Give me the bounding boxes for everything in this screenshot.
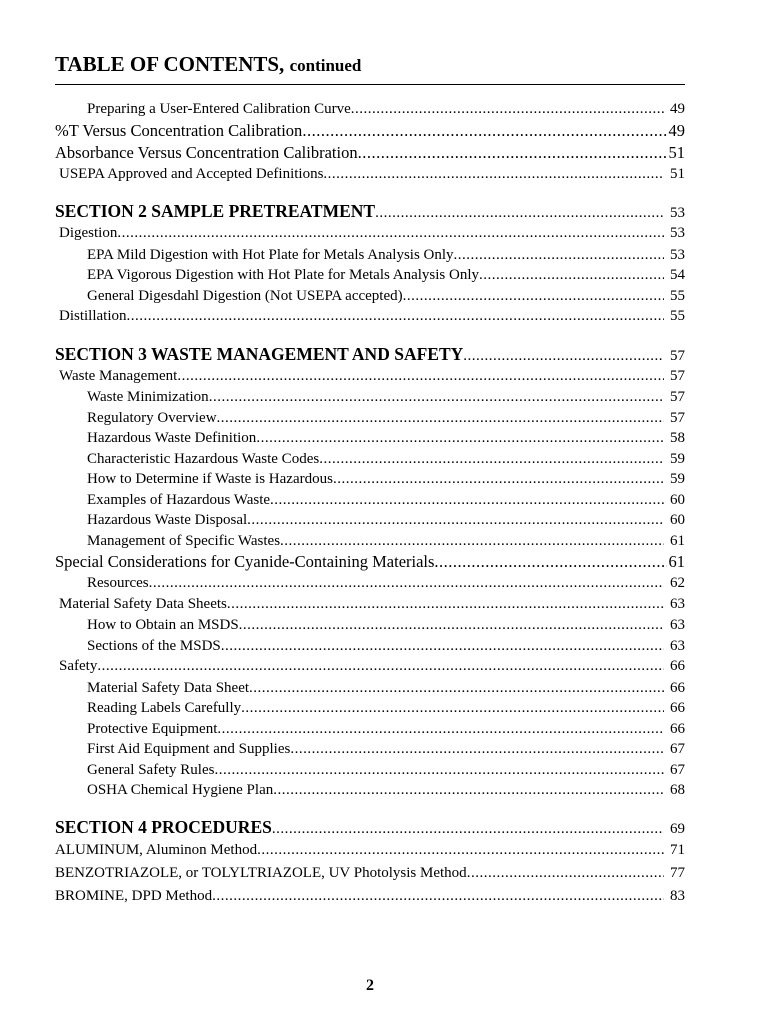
toc-dot-leader	[221, 636, 664, 657]
toc-entry-page: 67	[670, 761, 685, 778]
toc-entry	[55, 531, 685, 552]
section-gap	[55, 801, 685, 815]
toc-entry-page: 61	[668, 552, 685, 571]
toc-entry-page: 63	[670, 637, 685, 654]
toc-dot-leader	[323, 164, 664, 186]
toc-dot-leader	[127, 306, 665, 328]
toc-entry-label: How to Obtain an MSDS	[87, 617, 239, 633]
toc-entry	[55, 615, 685, 636]
toc-entry-page: 57	[670, 347, 685, 364]
toc-entry	[55, 698, 685, 719]
section-gap	[55, 328, 685, 342]
toc-dot-leader	[403, 286, 664, 307]
toc-dot-leader	[375, 201, 664, 223]
toc-dot-leader	[479, 265, 664, 286]
toc-dot-leader	[212, 885, 664, 908]
toc-entry-label: Safety	[59, 658, 98, 674]
toc-entry-label: Reading Labels Carefully	[87, 700, 242, 716]
toc-entry	[55, 265, 685, 286]
toc-entry-page: 51	[670, 165, 685, 182]
toc-entry-page: 59	[670, 450, 685, 467]
page-title	[55, 50, 685, 80]
toc-entry-page: 83	[670, 887, 685, 904]
toc-entry-label: Special Considerations for Cyanide-Containing Materials	[55, 552, 435, 571]
toc-entry	[55, 719, 685, 740]
toc-entry	[55, 839, 685, 862]
toc-entry-page: 53	[670, 225, 685, 241]
toc-entry	[55, 885, 685, 908]
toc-dot-leader	[149, 573, 664, 594]
toc-dot-leader	[333, 469, 664, 490]
page-header	[55, 50, 685, 85]
toc-entry-label: Absorbance Versus Concentration Calibration	[55, 142, 358, 162]
toc-entry	[55, 510, 685, 531]
toc-dot-leader	[256, 428, 664, 449]
toc-entry-label: EPA Vigorous Digestion with Hot Plate for Metals Analysis Only	[87, 267, 480, 283]
toc-entry-label: SECTION 4 PROCEDURES	[55, 816, 272, 837]
toc-entry	[55, 387, 685, 408]
toc-dot-leader	[241, 698, 664, 719]
toc-entry	[55, 594, 685, 616]
toc-entry-label: Hazardous Waste Disposal	[87, 512, 248, 528]
toc-entry	[55, 490, 685, 511]
toc-entry	[55, 164, 685, 186]
toc-entry-label: BENZOTRIAZOLE, or TOLYLTRIAZOLE, UV Photolysis Method	[55, 864, 467, 881]
toc-dot-leader	[290, 739, 664, 760]
toc-entry-label: General Safety Rules	[87, 761, 215, 778]
toc-entry-label: Sections of the MSDS	[87, 637, 221, 654]
toc-entry	[55, 780, 685, 801]
toc-dot-leader	[247, 510, 664, 531]
toc-dot-leader	[257, 839, 664, 862]
toc-dot-leader	[177, 366, 664, 388]
toc-entry	[55, 551, 685, 573]
toc-dot-leader	[117, 223, 664, 245]
page-number: 2	[366, 977, 374, 994]
toc-entry-label: Digestion	[59, 225, 118, 241]
toc-entry-page: 63	[670, 617, 685, 633]
toc-entry-page: 55	[670, 308, 685, 324]
toc-entry-page: 55	[670, 287, 685, 304]
toc-entry-label: USEPA Approved and Accepted Definitions	[59, 165, 324, 182]
toc-entry	[55, 678, 685, 699]
toc-dot-leader	[97, 656, 664, 678]
toc-dot-leader	[467, 862, 664, 885]
toc-dot-leader	[280, 531, 664, 552]
toc-entry-label: Waste Management	[59, 367, 178, 384]
toc-entry-label: Management of Specific Wastes	[87, 532, 281, 549]
toc-dot-leader	[227, 594, 664, 616]
toc-dot-leader	[239, 615, 664, 636]
toc-entry-page: 57	[670, 409, 685, 426]
toc-entry-label: Waste Minimization	[87, 389, 209, 405]
toc-entry	[55, 286, 685, 307]
toc-entry-page: 51	[668, 142, 685, 162]
toc-entry-page: 63	[670, 595, 685, 612]
toc-entry	[55, 573, 685, 594]
toc-dot-leader	[434, 551, 666, 573]
toc-entry-page: 60	[670, 491, 685, 508]
toc-entry	[55, 656, 685, 678]
toc-entry-page: 66	[670, 700, 685, 716]
toc-entry-page: 62	[670, 575, 685, 591]
toc-dot-leader	[463, 344, 664, 366]
title-main: TABLE OF CONTENTS,	[55, 52, 285, 76]
toc-dot-leader	[272, 817, 664, 839]
toc-entry-label: Material Safety Data Sheet	[87, 679, 250, 696]
toc-entry-label: Protective Equipment	[87, 720, 218, 737]
toc-entry-label: Preparing a User-Entered Calibration Curve	[87, 101, 351, 117]
toc-entry	[55, 120, 685, 142]
toc-entry-page: 77	[670, 864, 685, 881]
toc-entry-label: SECTION 2 SAMPLE PRETREATMENT	[55, 201, 376, 221]
toc-entry-page: 66	[670, 720, 685, 737]
toc-dot-leader	[351, 99, 664, 120]
header-rule	[55, 84, 685, 85]
toc-entry-page: 67	[670, 741, 685, 757]
toc-entry-page: 66	[670, 658, 685, 674]
toc-entry	[55, 245, 685, 266]
toc-entry-label: Examples of Hazardous Waste	[87, 491, 271, 508]
toc-section-heading	[55, 342, 685, 366]
toc-dot-leader	[209, 387, 664, 408]
toc-dot-leader	[217, 719, 664, 740]
toc-section-heading	[55, 815, 685, 839]
toc-section-heading	[55, 199, 685, 223]
title-continued: continued	[289, 56, 362, 75]
toc-entry-page: 58	[670, 430, 685, 446]
toc-entry-label: %T Versus Concentration Calibration	[55, 120, 303, 140]
toc-entry	[55, 366, 685, 388]
toc-entry	[55, 223, 685, 245]
toc-entry-page: 68	[670, 782, 685, 798]
toc-entry-page: 53	[670, 246, 685, 263]
toc-entry	[55, 862, 685, 885]
toc-entry-label: First Aid Equipment and Supplies	[87, 741, 291, 757]
toc-entry-page: 57	[670, 367, 685, 384]
toc-entry	[55, 449, 685, 470]
toc-entry-page: 57	[670, 389, 685, 405]
toc-entry-page: 66	[670, 679, 685, 696]
toc-entry-page: 54	[670, 267, 685, 283]
toc-dot-leader	[454, 245, 664, 266]
toc-entry	[55, 760, 685, 781]
section-gap	[55, 185, 685, 199]
toc-dot-leader	[217, 408, 664, 429]
toc-entry	[55, 469, 685, 490]
toc-entry	[55, 739, 685, 760]
toc-entry-page: 69	[670, 820, 685, 837]
toc-dot-leader	[273, 780, 664, 801]
toc-entry	[55, 99, 685, 120]
toc-entry	[55, 306, 685, 328]
toc-entry-label: ALUMINUM, Aluminon Method	[55, 841, 258, 858]
toc-dot-leader	[249, 678, 664, 699]
toc-entry-page: 49	[668, 120, 685, 140]
toc-entry-label: General Digesdahl Digestion (Not USEPA accepted)	[87, 287, 403, 304]
toc-entry-page: 61	[670, 532, 685, 549]
toc-entry-label: Distillation	[59, 308, 127, 324]
toc-entry-label: SECTION 3 WASTE MANAGEMENT AND SAFETY	[55, 343, 464, 364]
toc-entry-label: Hazardous Waste Definition	[87, 430, 257, 446]
toc-entry-label: OSHA Chemical Hygiene Plan	[87, 782, 274, 798]
toc-entry	[55, 408, 685, 429]
toc-dot-leader	[358, 142, 667, 164]
table-of-contents	[55, 99, 685, 908]
toc-entry	[55, 636, 685, 657]
toc-entry-label: BROMINE, DPD Method	[55, 887, 213, 904]
toc-entry	[55, 142, 685, 164]
toc-entry-page: 53	[670, 205, 685, 221]
toc-dot-leader	[214, 760, 664, 781]
toc-entry-page: 60	[670, 512, 685, 528]
toc-entry-label: Characteristic Hazardous Waste Codes	[87, 450, 320, 467]
toc-entry-page: 49	[670, 101, 685, 117]
toc-entry-page: 71	[670, 841, 685, 858]
toc-entry-label: Material Safety Data Sheets	[59, 595, 227, 612]
toc-dot-leader	[302, 120, 666, 142]
toc-dot-leader	[319, 449, 664, 470]
toc-entry-page: 59	[670, 471, 685, 487]
toc-dot-leader	[270, 490, 664, 511]
toc-entry-label: How to Determine if Waste is Hazardous	[87, 471, 333, 487]
toc-entry-label: EPA Mild Digestion with Hot Plate for Metals Analysis Only	[87, 246, 454, 263]
toc-entry-label: Regulatory Overview	[87, 409, 217, 426]
toc-entry	[55, 428, 685, 449]
toc-entry-label: Resources	[87, 575, 149, 591]
